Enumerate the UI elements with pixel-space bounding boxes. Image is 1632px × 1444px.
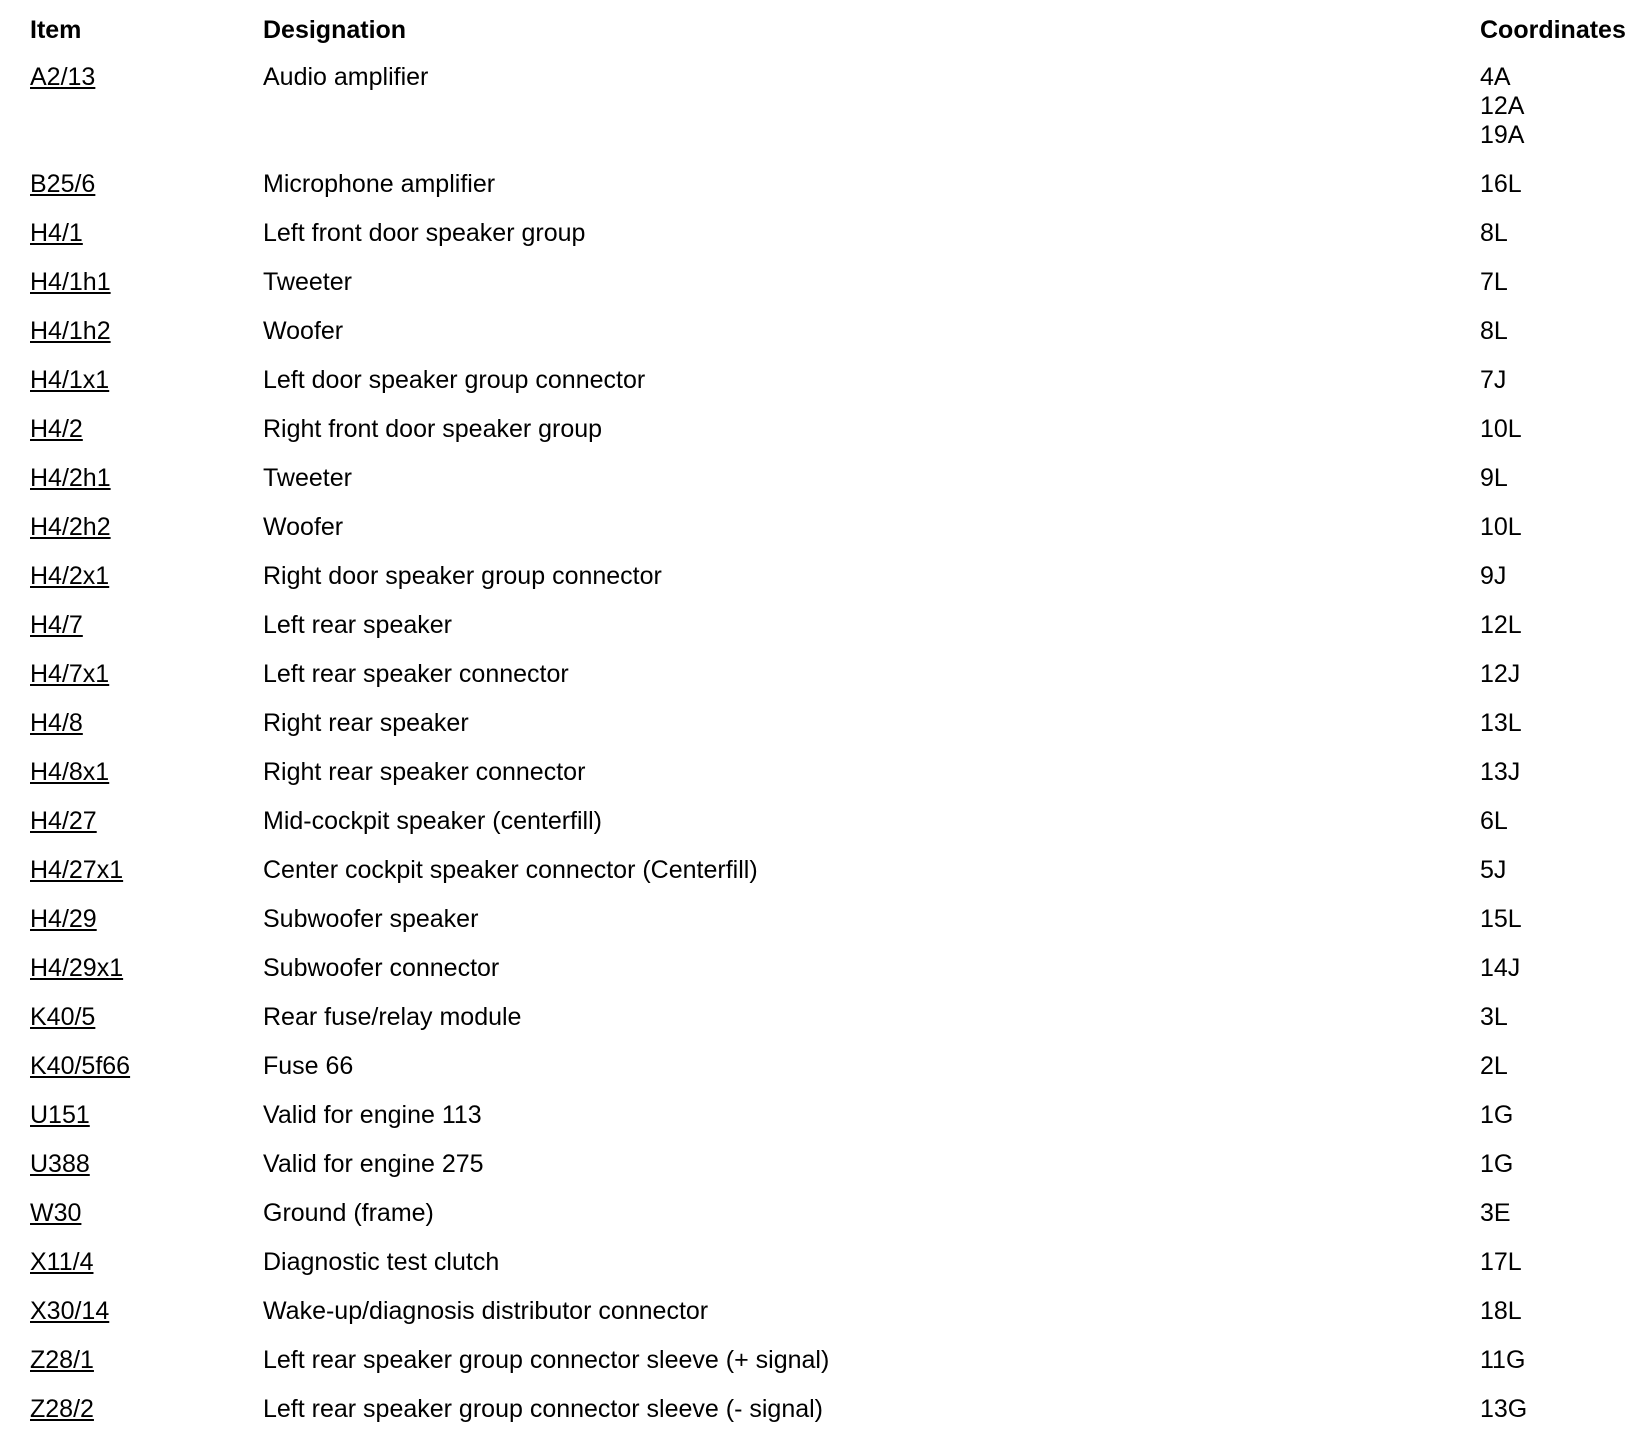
table-row bbox=[30, 856, 1620, 885]
designation-cell: Valid for engine 275 bbox=[263, 1150, 484, 1178]
item-link[interactable]: U151 bbox=[30, 1101, 90, 1129]
item-cell bbox=[30, 807, 263, 836]
table-row bbox=[30, 1150, 1620, 1179]
table-row bbox=[30, 268, 1620, 297]
coordinate-value: 17L bbox=[1480, 1248, 1522, 1276]
coordinates-cell bbox=[1480, 1199, 1620, 1228]
coordinate-value: 13L bbox=[1480, 709, 1522, 737]
coordinates-cell bbox=[1480, 366, 1620, 395]
coordinate-value: 10L bbox=[1480, 415, 1522, 443]
coordinates-cell bbox=[1480, 464, 1620, 493]
coordinate-value: 12L bbox=[1480, 611, 1522, 639]
item-link[interactable]: H4/8x1 bbox=[30, 758, 110, 786]
coordinate-value: 18L bbox=[1480, 1297, 1522, 1325]
coordinates-cell bbox=[1480, 905, 1620, 934]
table-row bbox=[30, 63, 1620, 150]
coordinate-value: 7L bbox=[1480, 268, 1508, 296]
table-row bbox=[30, 219, 1620, 248]
item-cell bbox=[30, 611, 263, 640]
coordinate-value: 16L bbox=[1480, 170, 1522, 198]
designation-cell: Tweeter bbox=[263, 268, 352, 296]
designation-cell: Left door speaker group connector bbox=[263, 366, 646, 394]
item-cell bbox=[30, 317, 263, 346]
coordinates-cell bbox=[1480, 170, 1620, 199]
table-row bbox=[30, 513, 1620, 542]
item-link[interactable]: A2/13 bbox=[30, 63, 96, 91]
coordinates-cell bbox=[1480, 709, 1620, 738]
coordinate-value: 12J bbox=[1480, 660, 1521, 688]
designation-cell: Woofer bbox=[263, 317, 344, 345]
item-link[interactable]: X11/4 bbox=[30, 1248, 94, 1276]
table-row bbox=[30, 1199, 1620, 1228]
component-legend-table bbox=[30, 16, 1626, 1444]
coordinate-value: 1G bbox=[1480, 1150, 1514, 1178]
designation-cell: Wake-up/diagnosis distributor connector bbox=[263, 1297, 709, 1325]
designation-cell: Left front door speaker group bbox=[263, 219, 586, 247]
coordinate-value: 8L bbox=[1480, 317, 1508, 345]
designation-cell: Diagnostic test clutch bbox=[263, 1248, 500, 1276]
coordinate-value: 13J bbox=[1480, 758, 1521, 786]
item-link[interactable]: H4/2x1 bbox=[30, 562, 110, 590]
coordinate-value: 11G bbox=[1480, 1346, 1526, 1374]
coordinates-cell bbox=[1480, 513, 1620, 542]
designation-cell: Center cockpit speaker connector (Centerfill) bbox=[263, 856, 758, 884]
designation-cell: Left rear speaker bbox=[263, 611, 452, 639]
coordinate-value: 4A bbox=[1480, 63, 1511, 91]
item-cell bbox=[30, 1346, 263, 1375]
table-row bbox=[30, 1248, 1620, 1277]
item-cell bbox=[30, 268, 263, 297]
coordinate-value: 9J bbox=[1480, 562, 1507, 590]
item-cell bbox=[30, 170, 263, 199]
table-row bbox=[30, 170, 1620, 199]
coordinates-cell bbox=[1480, 1003, 1620, 1032]
coordinates-cell bbox=[1480, 562, 1620, 591]
item-cell bbox=[30, 366, 263, 395]
item-link[interactable]: H4/1 bbox=[30, 219, 83, 247]
designation-cell: Ground (frame) bbox=[263, 1199, 434, 1227]
item-cell bbox=[30, 1150, 263, 1179]
item-link[interactable]: H4/8 bbox=[30, 709, 83, 737]
header-coordinates: Coordinates bbox=[1480, 16, 1626, 44]
item-cell bbox=[30, 1101, 263, 1130]
coordinate-value: 8L bbox=[1480, 219, 1508, 247]
item-cell bbox=[30, 905, 263, 934]
item-link[interactable]: Z28/1 bbox=[30, 1346, 94, 1374]
item-link[interactable]: H4/1h1 bbox=[30, 268, 111, 296]
coordinate-value: 12A bbox=[1480, 92, 1525, 120]
designation-cell: Left rear speaker connector bbox=[263, 660, 569, 688]
item-link[interactable]: H4/1x1 bbox=[30, 366, 110, 394]
coordinate-value: 6L bbox=[1480, 807, 1508, 835]
item-link[interactable]: H4/7 bbox=[30, 611, 83, 639]
coordinate-value: 14J bbox=[1480, 954, 1521, 982]
table-row bbox=[30, 709, 1620, 738]
table-body bbox=[30, 63, 1620, 1424]
table-row bbox=[30, 366, 1620, 395]
item-link[interactable]: B25/6 bbox=[30, 170, 96, 198]
designation-cell: Subwoofer connector bbox=[263, 954, 500, 982]
coordinates-cell bbox=[1480, 1150, 1620, 1179]
designation-cell: Subwoofer speaker bbox=[263, 905, 479, 933]
item-cell bbox=[30, 1297, 263, 1326]
designation-cell: Left rear speaker group connector sleeve (- signal) bbox=[263, 1395, 824, 1423]
item-link[interactable]: W30 bbox=[30, 1199, 82, 1227]
designation-cell: Rear fuse/relay module bbox=[263, 1003, 522, 1031]
item-link[interactable]: H4/27x1 bbox=[30, 856, 124, 884]
item-cell bbox=[30, 660, 263, 689]
designation-cell: Audio amplifier bbox=[263, 63, 429, 91]
coordinates-cell bbox=[1480, 1395, 1620, 1424]
item-cell bbox=[30, 1052, 263, 1081]
item-cell bbox=[30, 562, 263, 591]
table-row bbox=[30, 807, 1620, 836]
table-row bbox=[30, 562, 1620, 591]
coordinate-value: 5J bbox=[1480, 856, 1507, 884]
item-cell bbox=[30, 1395, 263, 1424]
coordinates-cell bbox=[1480, 1248, 1620, 1277]
item-link[interactable]: H4/2 bbox=[30, 415, 83, 443]
coordinates-cell bbox=[1480, 1052, 1620, 1081]
designation-cell: Right front door speaker group bbox=[263, 415, 603, 443]
item-link[interactable]: K40/5 bbox=[30, 1003, 96, 1031]
table-row bbox=[30, 758, 1620, 787]
item-cell bbox=[30, 464, 263, 493]
item-cell bbox=[30, 1248, 263, 1277]
item-link[interactable]: H4/29 bbox=[30, 905, 97, 933]
designation-cell: Microphone amplifier bbox=[263, 170, 496, 198]
coordinate-value: 3E bbox=[1480, 1199, 1511, 1227]
designation-cell: Left rear speaker group connector sleeve (+ signal) bbox=[263, 1346, 830, 1374]
designation-cell: Right door speaker group connector bbox=[263, 562, 662, 590]
item-cell bbox=[30, 219, 263, 248]
coordinates-cell bbox=[1480, 219, 1620, 248]
table-row bbox=[30, 317, 1620, 346]
item-cell bbox=[30, 758, 263, 787]
table-row bbox=[30, 1101, 1620, 1130]
table-row bbox=[30, 660, 1620, 689]
item-link[interactable]: H4/2h2 bbox=[30, 513, 111, 541]
item-cell bbox=[30, 1199, 263, 1228]
item-cell bbox=[30, 856, 263, 885]
coordinate-value: 1G bbox=[1480, 1101, 1514, 1129]
item-link[interactable]: X30/14 bbox=[30, 1297, 110, 1325]
item-cell bbox=[30, 709, 263, 738]
coordinate-value: 19A bbox=[1480, 121, 1525, 149]
designation-cell: Woofer bbox=[263, 513, 344, 541]
table-row bbox=[30, 415, 1620, 444]
item-link[interactable]: H4/7x1 bbox=[30, 660, 110, 688]
item-link[interactable]: H4/27 bbox=[30, 807, 97, 835]
designation-cell: Fuse 66 bbox=[263, 1052, 354, 1080]
designation-cell: Right rear speaker bbox=[263, 709, 469, 737]
coordinates-cell bbox=[1480, 807, 1620, 836]
item-link[interactable]: H4/1h2 bbox=[30, 317, 111, 345]
coordinates-cell bbox=[1480, 954, 1620, 983]
coordinate-value: 9L bbox=[1480, 464, 1508, 492]
coordinates-cell bbox=[1480, 856, 1620, 885]
item-link[interactable]: H4/29x1 bbox=[30, 954, 124, 982]
table-row bbox=[30, 1003, 1620, 1032]
designation-cell: Right rear speaker connector bbox=[263, 758, 586, 786]
coordinate-value: 3L bbox=[1480, 1003, 1508, 1031]
item-link[interactable]: H4/2h1 bbox=[30, 464, 111, 492]
coordinates-cell bbox=[1480, 1101, 1620, 1130]
coordinates-cell bbox=[1480, 268, 1620, 297]
coordinates-cell bbox=[1480, 63, 1620, 150]
header-item: Item bbox=[30, 16, 82, 44]
item-cell bbox=[30, 415, 263, 444]
coordinates-cell bbox=[1480, 611, 1620, 640]
table-row bbox=[30, 1052, 1620, 1081]
coordinate-value: 15L bbox=[1480, 905, 1522, 933]
designation-cell: Tweeter bbox=[263, 464, 352, 492]
coordinate-value: 2L bbox=[1480, 1052, 1508, 1080]
coordinate-value: 13G bbox=[1480, 1395, 1528, 1423]
coordinates-cell bbox=[1480, 758, 1620, 787]
table-row bbox=[30, 905, 1620, 934]
coordinate-value: 7J bbox=[1480, 366, 1507, 394]
table-header-row bbox=[30, 16, 1626, 45]
table-row bbox=[30, 1395, 1620, 1424]
table-row bbox=[30, 954, 1620, 983]
coordinates-cell bbox=[1480, 1346, 1620, 1375]
coordinates-cell bbox=[1480, 415, 1620, 444]
item-cell bbox=[30, 513, 263, 542]
item-link[interactable]: K40/5f66 bbox=[30, 1052, 131, 1080]
table-row bbox=[30, 464, 1620, 493]
item-link[interactable]: Z28/2 bbox=[30, 1395, 94, 1423]
coordinate-value: 10L bbox=[1480, 513, 1522, 541]
item-cell bbox=[30, 1003, 263, 1032]
header-designation: Designation bbox=[263, 16, 407, 44]
coordinates-cell bbox=[1480, 317, 1620, 346]
table-row bbox=[30, 1297, 1620, 1326]
designation-cell: Mid-cockpit speaker (centerfill) bbox=[263, 807, 602, 835]
item-link[interactable]: U388 bbox=[30, 1150, 90, 1178]
coordinates-cell bbox=[1480, 1297, 1620, 1326]
designation-cell: Valid for engine 113 bbox=[263, 1101, 482, 1129]
coordinates-cell bbox=[1480, 660, 1620, 689]
item-cell bbox=[30, 954, 263, 983]
table-row bbox=[30, 1346, 1620, 1375]
item-cell bbox=[30, 63, 263, 92]
table-row bbox=[30, 611, 1620, 640]
